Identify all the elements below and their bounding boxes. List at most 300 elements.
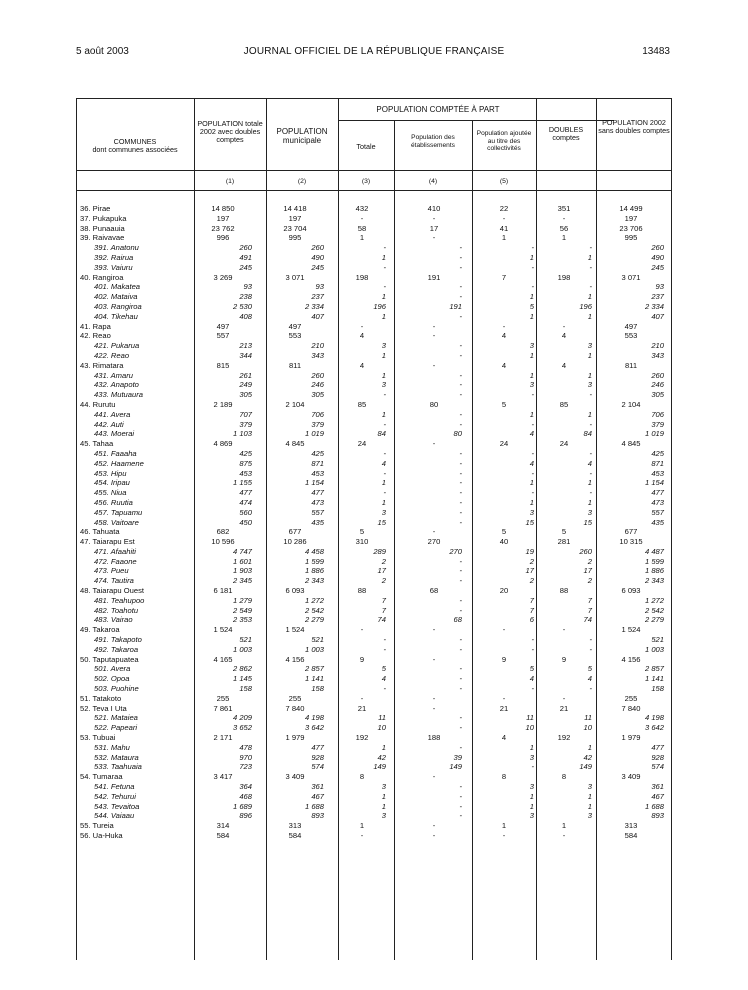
table-row-associated	[76, 429, 672, 439]
table-row-associated	[76, 498, 672, 508]
value-col-4: 188	[427, 733, 441, 743]
value-col-2: 473	[311, 497, 324, 507]
value-col-7: 928	[651, 752, 664, 762]
value-col-2: 1 272	[304, 595, 324, 605]
value-col-1: 255	[216, 693, 230, 703]
value-col-6: -	[589, 448, 592, 458]
value-col-6: 1	[587, 791, 592, 801]
value-col-3: 9	[359, 654, 365, 664]
group-divider	[338, 120, 614, 121]
commune-name	[94, 782, 192, 792]
value-col-1: 3 269	[213, 272, 233, 282]
value-col-7: 1 272	[644, 595, 664, 605]
table-row	[76, 322, 672, 332]
commune-name	[94, 351, 192, 361]
value-col-2: 313	[288, 821, 302, 831]
table-row-associated	[76, 713, 672, 723]
value-col-6: 85	[559, 399, 569, 409]
value-col-6: 3	[587, 341, 592, 351]
value-col-2: 811	[288, 360, 302, 370]
value-col-5: -	[531, 448, 534, 458]
value-col-5: 4	[501, 360, 507, 370]
value-col-4: 410	[427, 204, 441, 213]
value-col-3: 3	[381, 380, 386, 390]
value-col-2: 1 141	[304, 674, 324, 684]
value-col-7: 6 093	[621, 586, 641, 596]
value-col-1: 249	[239, 380, 252, 390]
value-col-6: 2	[587, 556, 592, 566]
value-col-7: 158	[651, 684, 664, 694]
value-col-5: -	[531, 419, 534, 429]
value-col-3: 88	[357, 586, 367, 596]
header-totale: Totale	[356, 142, 376, 151]
value-col-2: 237	[311, 292, 324, 302]
value-col-1: 875	[239, 458, 252, 468]
commune-name	[94, 341, 192, 351]
value-col-6: 1	[587, 252, 592, 262]
commune-name	[80, 694, 192, 704]
value-col-3: 58	[357, 223, 367, 233]
header-divider	[76, 170, 672, 171]
value-col-2: 995	[288, 233, 302, 243]
value-col-2: 407	[311, 311, 324, 321]
value-col-4: -	[459, 262, 462, 272]
value-col-3: 4	[381, 674, 386, 684]
table-row-associated	[76, 684, 672, 694]
value-col-3: 4	[359, 331, 365, 341]
table-row-associated	[76, 469, 672, 479]
value-col-4: -	[432, 439, 436, 449]
table-row	[76, 694, 672, 704]
commune-name	[94, 713, 192, 723]
value-col-6: 1	[561, 821, 567, 831]
value-col-6: 21	[559, 703, 569, 713]
commune-label: 391. Anatonu	[94, 243, 139, 253]
value-col-5: 3	[529, 380, 534, 390]
commune-label: 452. Haamene	[94, 458, 144, 468]
value-col-7: 7 840	[621, 703, 641, 713]
commune-name	[94, 792, 192, 802]
value-col-3: 2	[381, 576, 386, 586]
table-row-associated	[76, 792, 672, 802]
table-body	[76, 204, 672, 841]
value-col-1: 213	[239, 341, 252, 351]
table-row	[76, 273, 672, 283]
commune-label: 481. Teahupoo	[94, 595, 145, 605]
commune-name	[94, 508, 192, 518]
commune-label: 54. Tumaraa	[80, 772, 123, 782]
value-col-5: 1	[501, 821, 507, 831]
value-col-2: 477	[311, 488, 324, 498]
value-col-5: -	[502, 625, 506, 635]
value-col-6: -	[589, 262, 592, 272]
value-col-5: -	[531, 488, 534, 498]
value-col-7: 584	[624, 831, 638, 840]
commune-name	[94, 429, 192, 439]
value-col-5: 4	[501, 733, 507, 743]
value-col-6: -	[589, 488, 592, 498]
value-col-3: 11	[378, 713, 386, 723]
value-col-2: 2 857	[304, 664, 324, 674]
commune-label: 443. Moerai	[94, 429, 135, 439]
value-col-1: 2 353	[232, 615, 252, 625]
value-col-2: 343	[311, 350, 324, 360]
value-col-7: 677	[624, 527, 638, 537]
value-col-4: -	[459, 409, 462, 419]
value-col-7: 1 141	[644, 674, 664, 684]
value-col-3: -	[360, 831, 364, 840]
value-col-2: 2 343	[304, 576, 324, 586]
value-col-3: -	[383, 488, 386, 498]
value-col-5: 5	[501, 399, 507, 409]
value-col-2: 23 704	[283, 223, 307, 233]
value-col-5: 9	[501, 654, 507, 664]
value-col-1: 261	[239, 370, 252, 380]
commune-name	[94, 488, 192, 498]
value-col-4: -	[459, 458, 462, 468]
value-col-4: 39	[453, 752, 462, 762]
commune-label: 52. Teva I Uta	[80, 703, 127, 713]
value-col-5: 2	[529, 576, 534, 586]
value-col-7: 553	[624, 331, 638, 341]
commune-label: 55. Tureia	[80, 821, 114, 831]
table-row-associated	[76, 664, 672, 674]
value-col-5: 17	[525, 566, 534, 576]
value-col-4: -	[459, 782, 462, 792]
commune-label: 455. Niua	[94, 488, 127, 498]
commune-label: 53. Tubuai	[80, 733, 116, 743]
table-row	[76, 586, 672, 596]
value-col-3: 4	[359, 360, 365, 370]
value-col-1: 4 747	[232, 546, 252, 556]
value-col-1: 6 181	[213, 586, 233, 596]
value-col-2: 245	[311, 262, 324, 272]
value-col-7: 255	[624, 693, 638, 703]
commune-name	[80, 704, 192, 714]
commune-label: 457. Tapuamu	[94, 507, 143, 517]
value-col-4: 68	[429, 586, 439, 596]
table-row-associated	[76, 557, 672, 567]
value-col-2: 10 286	[283, 537, 307, 547]
commune-label: 422. Reao	[94, 350, 130, 360]
value-col-1: 815	[216, 360, 230, 370]
commune-name	[94, 547, 192, 557]
commune-label: 401. Makatea	[94, 282, 141, 292]
value-col-4: -	[432, 233, 436, 243]
value-col-1: 4 869	[213, 439, 233, 449]
commune-label: 42. Reao	[80, 331, 111, 341]
commune-name	[94, 292, 192, 302]
commune-label: 43. Rimatara	[80, 360, 124, 370]
value-col-3: 15	[377, 517, 386, 527]
value-col-2: 1 599	[304, 556, 324, 566]
value-col-2: 3 409	[285, 772, 305, 782]
value-col-7: 706	[651, 409, 664, 419]
value-col-5: -	[531, 390, 534, 400]
value-col-6: 56	[559, 223, 569, 233]
commune-name	[94, 420, 192, 430]
value-col-4: 80	[429, 399, 439, 409]
value-col-7: 210	[651, 341, 664, 351]
value-col-2: 246	[311, 380, 324, 390]
value-col-1: 2 171	[213, 733, 233, 743]
commune-label: 41. Rapa	[80, 321, 111, 331]
value-col-1: 450	[239, 517, 252, 527]
table-row-associated	[76, 302, 672, 312]
value-col-3: 198	[355, 272, 369, 282]
value-col-1: 14 850	[211, 204, 235, 213]
value-col-6: 1	[587, 292, 592, 302]
value-col-7: 305	[651, 390, 664, 400]
commune-name	[94, 615, 192, 625]
value-col-6: 24	[559, 439, 569, 449]
value-col-6: -	[562, 321, 566, 331]
commune-label: 542. Tehurui	[94, 791, 136, 801]
commune-label: 46. Tahuata	[80, 527, 120, 537]
value-col-6: 5	[587, 664, 592, 674]
commune-name	[80, 224, 192, 234]
value-col-4: 191	[449, 301, 462, 311]
value-col-6: -	[589, 468, 592, 478]
value-col-3: 310	[355, 537, 369, 547]
value-col-4: -	[432, 772, 436, 782]
commune-name	[94, 743, 192, 753]
value-col-7: 260	[651, 370, 664, 380]
value-col-4: -	[459, 448, 462, 458]
commune-label: 51. Tatakoto	[80, 693, 122, 703]
index-3: (3)	[361, 178, 371, 185]
value-col-2: 379	[311, 419, 324, 429]
table-row	[76, 733, 672, 743]
commune-name	[94, 302, 192, 312]
commune-label: 442. Auti	[94, 419, 124, 429]
value-col-7: 4 487	[644, 546, 664, 556]
journal-title: JOURNAL OFFICIEL DE LA RÉPUBLIQUE FRANÇAISE	[243, 46, 505, 57]
value-col-3: 1	[381, 742, 386, 752]
value-col-6: 196	[579, 301, 592, 311]
value-col-5: 1	[529, 791, 534, 801]
value-col-7: 2 857	[644, 664, 664, 674]
value-col-1: 1 155	[232, 478, 252, 488]
value-col-3: 1	[381, 801, 386, 811]
value-col-7: 246	[651, 380, 664, 390]
value-col-5: -	[502, 831, 506, 840]
value-col-2: 255	[288, 693, 302, 703]
commune-label: 48. Taiarapu Ouest	[80, 586, 145, 596]
value-col-4: -	[459, 252, 462, 262]
value-col-7: 497	[624, 321, 638, 331]
commune-label: 393. Vaiuru	[94, 262, 133, 272]
value-col-2: 1 019	[304, 429, 324, 439]
value-col-7: 23 706	[619, 223, 643, 233]
value-col-3: 1	[381, 252, 386, 262]
value-col-7: 2 343	[644, 576, 664, 586]
value-col-1: 1 103	[232, 429, 252, 439]
value-col-6: 1	[587, 478, 592, 488]
commune-label: 472. Faaone	[94, 556, 137, 566]
header-pop-totale: POPULATION totale 2002 avec doubles comptes	[197, 119, 263, 144]
value-col-5: 40	[499, 537, 509, 547]
value-col-5: 19	[525, 546, 534, 556]
value-col-1: 2 862	[232, 664, 252, 674]
commune-name	[80, 821, 192, 831]
value-col-7: 811	[624, 360, 638, 370]
value-col-6: 3	[587, 782, 592, 792]
value-col-4: -	[459, 390, 462, 400]
value-col-5: -	[531, 282, 534, 292]
value-col-6: 9	[561, 654, 567, 664]
value-col-5: 4	[529, 674, 534, 684]
value-col-6: 4	[561, 360, 567, 370]
value-col-6: 198	[557, 272, 571, 282]
value-col-7: 521	[651, 635, 664, 645]
commune-label: 453. Hipu	[94, 468, 127, 478]
value-col-4: -	[459, 370, 462, 380]
value-col-4: -	[459, 811, 462, 821]
value-col-6: 192	[557, 733, 571, 743]
value-col-7: 453	[651, 468, 664, 478]
header-collectivites: Population ajoutée au titre des collectivités	[476, 130, 532, 152]
table-row-associated	[76, 518, 672, 528]
commune-label: 503. Puohine	[94, 684, 139, 694]
value-col-7: 1 524	[621, 625, 641, 635]
commune-name	[80, 273, 192, 283]
commune-name	[94, 380, 192, 390]
commune-label: 451. Faaaha	[94, 448, 137, 458]
commune-label: 473. Pueu	[94, 566, 129, 576]
table-row-associated	[76, 635, 672, 645]
commune-name	[80, 331, 192, 341]
value-col-5: 1	[529, 311, 534, 321]
value-col-7: 1 886	[644, 566, 664, 576]
commune-name	[94, 802, 192, 812]
value-col-4: -	[459, 243, 462, 253]
commune-name	[80, 204, 192, 214]
value-col-6: 7	[587, 605, 592, 615]
value-col-4: -	[459, 488, 462, 498]
value-col-4: -	[459, 791, 462, 801]
value-col-1: 478	[239, 742, 252, 752]
value-col-2: 557	[311, 507, 324, 517]
value-col-2: 14 418	[283, 204, 307, 213]
value-col-7: 467	[651, 791, 664, 801]
commune-name	[80, 772, 192, 782]
value-col-2: 1 979	[285, 733, 305, 743]
value-col-3: -	[383, 243, 386, 253]
value-col-7: 1 019	[644, 429, 664, 439]
value-col-4: -	[432, 693, 436, 703]
commune-name	[94, 811, 192, 821]
value-col-7: 574	[651, 762, 664, 772]
commune-label: 45. Tahaa	[80, 439, 114, 449]
value-col-5: 11	[526, 713, 534, 723]
header-pop-municipale: POPULATION municipale	[276, 127, 328, 145]
value-col-3: -	[383, 262, 386, 272]
value-col-6: 4	[587, 458, 592, 468]
value-col-5: 20	[499, 586, 509, 596]
value-col-6: 84	[583, 429, 592, 439]
commune-name	[94, 576, 192, 586]
table-row-associated	[76, 371, 672, 381]
value-col-1: 93	[243, 282, 252, 292]
value-col-4: -	[459, 576, 462, 586]
value-col-6: 1	[587, 409, 592, 419]
value-col-5: 41	[499, 223, 509, 233]
value-col-3: 10	[377, 723, 386, 733]
value-col-6: -	[589, 684, 592, 694]
value-col-2: 893	[311, 811, 324, 821]
value-col-2: 4 458	[304, 546, 324, 556]
value-col-2: 4 198	[304, 713, 324, 723]
table-row-associated	[76, 606, 672, 616]
value-col-6: 5	[561, 527, 567, 537]
header-etablissements: Population des établissements	[411, 134, 455, 149]
value-col-1: 10 596	[211, 537, 235, 547]
value-col-5: 24	[499, 439, 509, 449]
value-col-7: 557	[651, 507, 664, 517]
value-col-5: 4	[501, 331, 507, 341]
header-doubles: DOUBLES comptes	[548, 125, 584, 142]
value-col-7: 477	[651, 742, 664, 752]
commune-label: 402. Mataiva	[94, 292, 138, 302]
commune-label: 471. Afaahiti	[94, 546, 136, 556]
value-col-4: -	[432, 831, 436, 840]
commune-name	[94, 498, 192, 508]
value-col-5: 3	[529, 507, 534, 517]
commune-label: 38. Punaauia	[80, 223, 125, 233]
commune-name	[94, 263, 192, 273]
value-col-1: 491	[239, 252, 252, 262]
value-col-3: -	[383, 468, 386, 478]
value-col-3: -	[383, 448, 386, 458]
value-col-4: -	[432, 654, 436, 664]
value-col-2: 3 642	[304, 723, 324, 733]
value-col-6: 17	[583, 566, 592, 576]
value-col-4: -	[459, 478, 462, 488]
value-col-1: 23 762	[211, 223, 235, 233]
value-col-7: 1 003	[644, 644, 664, 654]
value-col-5: 8	[501, 772, 507, 782]
table-row-associated	[76, 253, 672, 263]
value-col-7: 245	[651, 262, 664, 272]
commune-name	[94, 243, 192, 253]
value-col-5: 1	[529, 350, 534, 360]
value-col-3: 1	[359, 821, 365, 831]
value-col-7: 893	[651, 811, 664, 821]
commune-name	[94, 684, 192, 694]
value-col-3: 7	[381, 605, 386, 615]
value-col-1: 477	[239, 488, 252, 498]
value-col-5: 5	[501, 527, 507, 537]
table-row	[76, 400, 672, 410]
value-col-4: 17	[429, 223, 439, 233]
value-col-2: 93	[315, 282, 324, 292]
value-col-3: 196	[373, 301, 386, 311]
commune-name	[80, 214, 192, 224]
value-col-6: 4	[587, 674, 592, 684]
value-col-1: 1 524	[213, 625, 233, 635]
value-col-5: 1	[529, 252, 534, 262]
value-col-3: 1	[381, 497, 386, 507]
value-col-7: 379	[651, 419, 664, 429]
commune-label: 44. Rurutu	[80, 399, 116, 409]
value-col-4: -	[459, 644, 462, 654]
value-col-2: 6 093	[285, 586, 305, 596]
value-col-1: 557	[216, 331, 230, 341]
header-communes	[78, 138, 192, 154]
value-col-7: 995	[624, 233, 638, 243]
value-col-4: -	[459, 419, 462, 429]
